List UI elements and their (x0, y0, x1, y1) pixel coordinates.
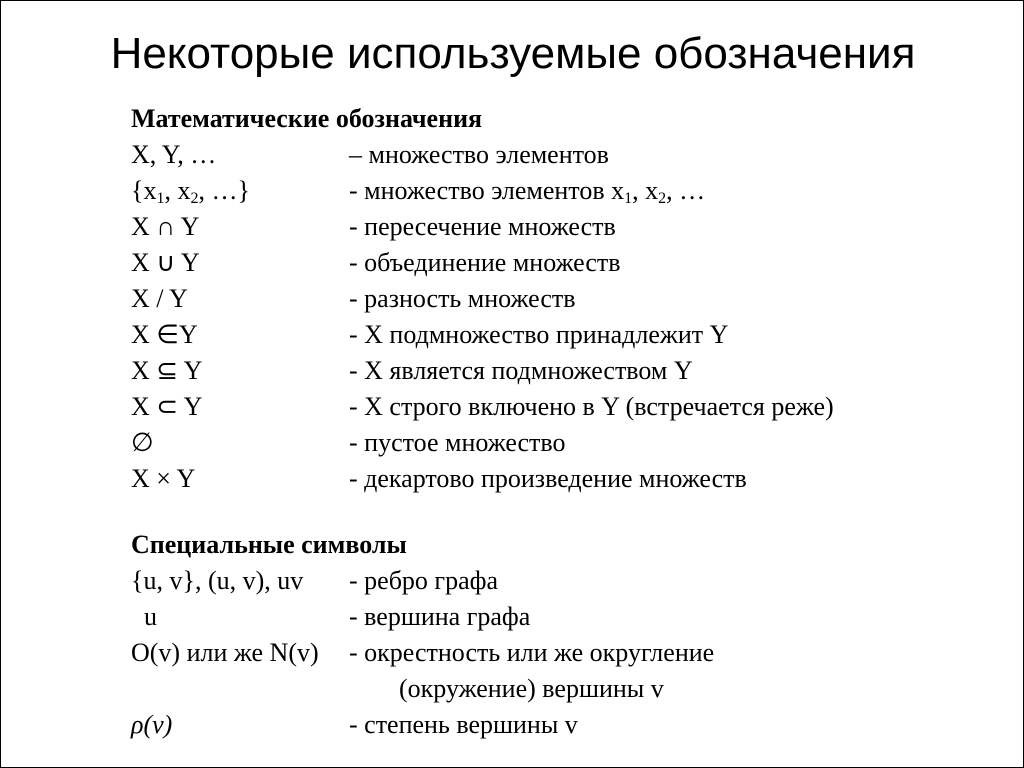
notation-row (131, 425, 566, 461)
notation-row (131, 599, 531, 635)
notation-description: - множество элементов $x_1$, $x_2$, … (349, 176, 706, 207)
section-spacer (131, 497, 482, 527)
special-section-heading: Специальные символы (131, 530, 407, 559)
notation-description: - X строго включено в Y (встречается реже) (349, 392, 834, 421)
notation-symbol: X ∪ Y (131, 248, 200, 277)
notation-description: - вершина графа (349, 602, 531, 631)
notation-description: - объединение множеств (349, 248, 621, 277)
notation-row (131, 281, 576, 317)
notation-row (131, 563, 499, 599)
notation-row (131, 245, 621, 281)
notation-description: – множество элементов (349, 140, 609, 169)
notation-symbol: ∅ (131, 428, 154, 457)
notation-symbol: X / Y (131, 284, 188, 313)
notation-row (131, 671, 664, 707)
notation-row (131, 389, 834, 425)
notation-symbol: {u, v}, (u, v), uv (131, 566, 304, 595)
notation-row (131, 209, 616, 245)
notation-symbol: X × Y (131, 464, 196, 493)
notation-description: - X подмножество принадлежит Y (349, 320, 729, 349)
notation-row (131, 317, 729, 353)
notation-description: - X является подмножеством Y (349, 356, 693, 385)
slide-title: Некоторые используемые обозначения (110, 29, 916, 78)
notation-row (131, 461, 747, 497)
notation-description: - ребро графа (349, 566, 499, 595)
notation-row (131, 707, 578, 743)
notation-description: - окрестность или же округление (349, 638, 715, 667)
notation-row (131, 635, 715, 671)
notation-symbol: X, Y, … (131, 140, 217, 169)
notation-symbol: u (131, 602, 157, 631)
notation-row (131, 173, 706, 209)
notation-description: - разность множеств (349, 284, 576, 313)
notation-row (131, 353, 693, 389)
notation-description-continuation: (окружение) вершины v (399, 674, 664, 703)
notation-content (131, 101, 834, 743)
notation-description: - декартово произведение множеств (349, 464, 747, 493)
notation-description: - степень вершины v (349, 710, 578, 739)
notation-symbol: O(v) или же N(v) (131, 638, 319, 667)
notation-symbol: X ⊂ Y (131, 392, 203, 421)
notation-row (131, 137, 609, 173)
notation-description: - пересечение множеств (349, 212, 616, 241)
math-section-heading: Математические обозначения (131, 104, 483, 133)
notation-symbol: X ∩ Y (131, 212, 200, 241)
notation-symbol: ρ(v) (131, 710, 173, 739)
notation-symbol: {$x_1$, $x_2$, …} (131, 176, 250, 207)
notation-description: - пустое множество (349, 428, 566, 457)
notation-symbol: X ∈Y (131, 320, 198, 349)
notation-symbol: X ⊆ Y (131, 356, 203, 385)
